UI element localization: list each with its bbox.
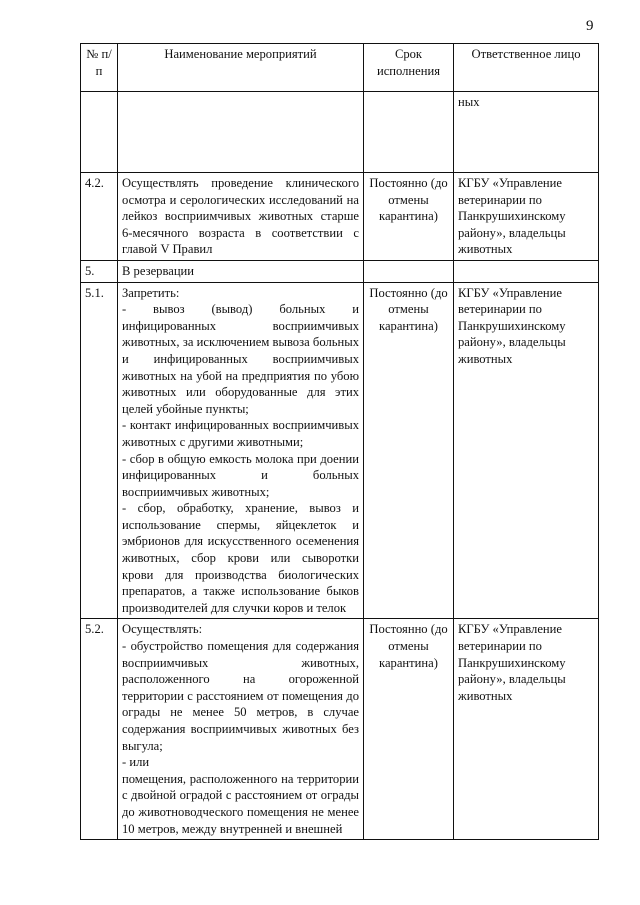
row-term: Постоянно (до отмены карантина) <box>364 282 454 619</box>
event-line: - контакт инфицированных восприимчивых животных с другими животными; <box>122 418 359 449</box>
event-line: - вывоз (вывод) больных и инфицированных восприимчивых животных, за исключением вывоза больных и инфицированных восприимчивых животных на убой на предприятия по убою животных или оборудованные для этих целей убойные пункты; <box>122 302 359 416</box>
row-event <box>118 619 364 840</box>
row-number: 4.2. <box>81 173 118 261</box>
measures-table <box>80 43 599 840</box>
table-row <box>81 619 599 840</box>
row-term: Постоянно (до отмены карантина) <box>364 619 454 840</box>
row-event: В резервации <box>118 260 364 282</box>
event-line: Осуществлять: <box>122 622 203 637</box>
row-responsible <box>454 260 599 282</box>
row-responsible: КГБУ «Управление ветеринарии по Панкрушихинскому району», владельцы животных <box>454 619 599 840</box>
table-row <box>81 282 599 619</box>
table-header-row <box>81 44 599 92</box>
row-term: Постоянно (до отмены карантина) <box>364 173 454 261</box>
event-line: помещения, расположенного на территории с двойной оградой с расстоянием от ограды до животноводческого помещения не менее 10 метров, между внутренней и внешней <box>122 771 359 836</box>
table-row-continuation <box>81 92 599 173</box>
event-line: - обустройство помещения для содержания восприимчивых животных, расположенного на огороженной территории с расстоянием от помещения до ограды не менее 50 метров, в случае содержания восприимчивых животных без выгула; <box>122 639 359 753</box>
event-line: - сбор, обработку, хранение, вывоз и использование спермы, яйцеклеток и эмбрионов для искусственного осеменения животных, сбор крови или сыворотки крови для производства биологических препаратов, а также использование быков производителей для случки коров и телок <box>122 501 359 615</box>
row-number: 5.1. <box>81 282 118 619</box>
header-responsible: Ответственное лицо <box>454 44 599 92</box>
page-number: 9 <box>586 18 594 34</box>
event-line: Запретить: <box>122 285 180 300</box>
row-event <box>118 282 364 619</box>
header-num: № п/п <box>81 44 118 92</box>
event-line: - сбор в общую емкость молока при доении инфицированных и больных восприимчивых животных; <box>122 451 359 499</box>
header-name: Наименование мероприятий <box>118 44 364 92</box>
row-number: 5.2. <box>81 619 118 840</box>
header-term: Срок исполнения <box>364 44 454 92</box>
continuation-responsible: ных <box>454 92 599 173</box>
row-responsible: КГБУ «Управление ветеринарии по Панкрушихинскому району», владельцы животных <box>454 282 599 619</box>
table-row <box>81 173 599 261</box>
row-number: 5. <box>81 260 118 282</box>
event-line: - или <box>122 755 150 770</box>
row-event: Осуществлять проведение клинического осмотра и серологических исследований на лейкоз восприимчивых животных старше 6-месячного возраста в соответствии с главой V Правил <box>118 173 364 261</box>
row-term <box>364 260 454 282</box>
table-row <box>81 260 599 282</box>
row-responsible: КГБУ «Управление ветеринарии по Панкрушихинскому району», владельцы животных <box>454 173 599 261</box>
